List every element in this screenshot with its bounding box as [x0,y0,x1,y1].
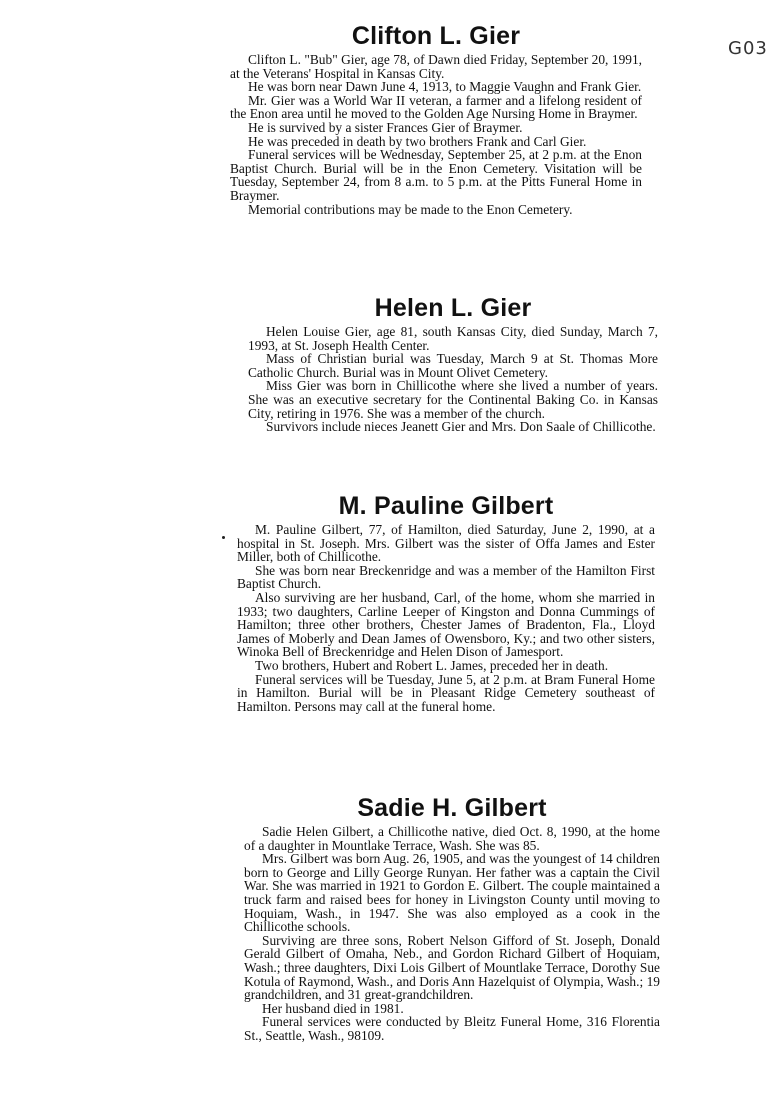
obituary-paragraph: Mr. Gier was a World War II veteran, a farmer and a lifelong resident of the Enon area until he moved to the Golden Age Nursing Home in Braymer. [230,92,642,122]
obituary-paragraph: He is survived by a sister Frances Gier of Braymer. [248,119,523,135]
obituary-paragraph: Funeral services will be Wednesday, September 25, at 2 p.m. at the Enon Baptist Church. Burial will be in the Enon Cemetery. Visitation will be Tuesday, September 24, from 8 a.m. to 5 p.m. at the Pitts Funeral Home in Braymer. [230,147,642,203]
obituary-helen-gier [248,294,658,434]
obituary-paragraph: Sadie Helen Gilbert, a Chillicothe native, died Oct. 8, 1990, at the home of a daughter in Mountlake Terrace, Wash. She was 85. [244,824,660,853]
obituary-body [237,523,655,713]
obituary-paragraph: Miss Gier was born in Chillicothe where she lived a number of years. She was an executive secretary for the Continental Baking Co. in Kansas City, retiring in 1976. She was a member of the church. [248,378,658,421]
obituary-pauline-gilbert [237,492,655,713]
obituary-body [244,825,660,1043]
obituary-paragraph: Mass of Christian burial was Tuesday, March 9 at St. Thomas More Catholic Church. Burial was in Mount Olivet Cemetery. [248,351,658,380]
obituary-paragraph: Clifton L. "Bub" Gier, age 78, of Dawn died Friday, September 20, 1991, at the Veterans' Hospital in Kansas City. [230,52,642,81]
obituary-paragraph: Helen Louise Gier, age 81, south Kansas City, died Sunday, March 7, 1993, at St. Joseph Health Center. [248,324,658,353]
stray-ink-mark [222,536,225,539]
obituary-title: Clifton L. Gier [351,22,521,50]
obituary-body [248,325,658,434]
obituary-paragraph: Surviving are three sons, Robert Nelson Gifford of St. Joseph, Donald Gerald Gilbert of Omaha, Neb., and Gordon Richard Gilbert of Hoquiam, Wash.; three daughters, Dixi Lois Gilbert of Mountlake Terrace, Dorothy Sue Kotula of Raymond, Wash., and Doris Ann Hazelquist of Olympia, Wash.; 19 grandchildren, and 31 great-grandchildren. [244,932,660,1003]
obituary-paragraph: Mrs. Gilbert was born Aug. 26, 1905, and was the youngest of 14 children born to George and Lilly George Runyan. Her father was a captain the Civil War. She was married in 1921 to Gordon E. Gilbert. The couple maintained a truck farm and raised bees for honey in Livingston County until moving to Hoquiam, Wash., in 1947. She was also employed as a cook in the Chillicothe schools. [244,851,660,935]
obituary-clifton-gier [230,22,642,216]
obituary-title: Helen L. Gier [374,294,532,322]
obituary-paragraph: M. Pauline Gilbert, 77, of Hamilton, died Saturday, June 2, 1990, at a hospital in St. Joseph. Mrs. Gilbert was the sister of Offa James and Ester Miller, both of Chillicothe. [237,522,655,565]
obituary-paragraph: Two brothers, Hubert and Robert L. James, preceded her in death. [255,657,609,673]
obituary-paragraph: He was preceded in death by two brothers Frank and Carl Gier. [248,133,587,149]
obituary-paragraph: Funeral services were conducted by Bleitz Funeral Home, 316 Florentia St., Seattle, Wash., 98109. [244,1014,660,1043]
obituary-title: M. Pauline Gilbert [338,492,554,520]
obituary-paragraph: Survivors include nieces Jeanett Gier and Mrs. Don Saale of Chillicothe. [266,419,656,435]
obituary-paragraph: Funeral services will be Tuesday, June 5, at 2 p.m. at Bram Funeral Home in Hamilton. Burial will be in Pleasant Ridge Cemetery southeast of Hamilton. Persons may call at the funeral home. [237,671,655,714]
obituary-paragraph: Memorial contributions may be made to the Enon Cemetery. [248,201,573,217]
obituary-paragraph: She was born near Breckenridge and was a member of the Hamilton First Baptist Church. [237,562,655,592]
obituary-body [230,53,642,216]
obituary-paragraph: Also surviving are her husband, Carl, of the home, whom she married in 1933; two daughters, Carline Leeper of Kingston and Donna Cummings of Hamilton; three other brothers, Chester James of Bradenton, Fla., Lloyd James of Moberly and Dean James of Owensboro, Ky.; and two other sisters, Winoka Bell of Breckenridge and Helen Dison of Jamesport. [237,589,655,660]
obituary-paragraph: He was born near Dawn June 4, 1913, to Maggie Vaughn and Frank Gier. [248,79,642,95]
obituary-paragraph: Her husband died in 1981. [262,1000,404,1016]
obituary-title: Sadie H. Gilbert [357,794,547,822]
obituary-sadie-gilbert [244,794,660,1043]
margin-reference-code: G03 [728,38,768,59]
